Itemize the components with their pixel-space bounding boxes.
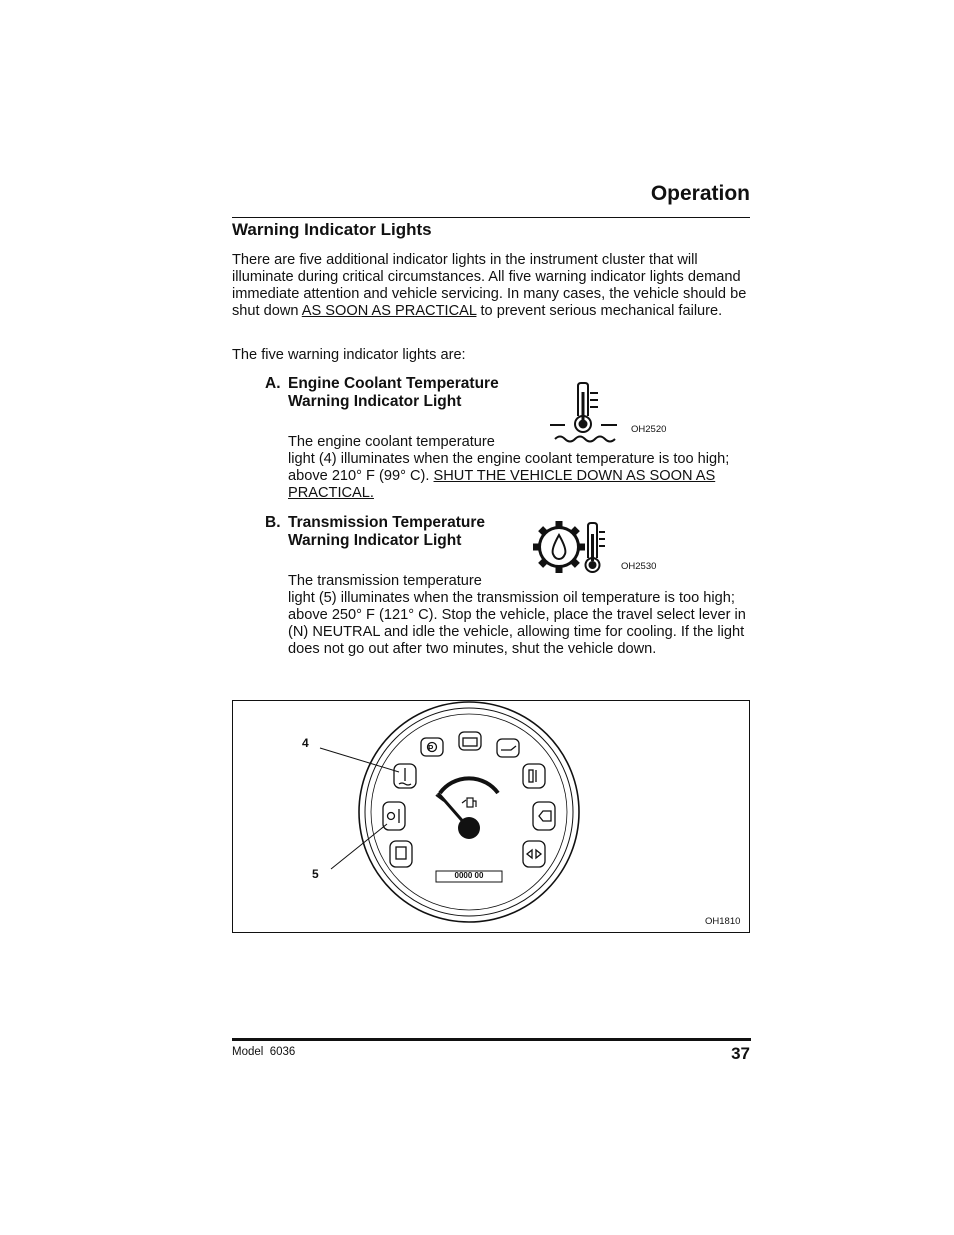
intro-list-lead: The five warning indicator lights are: — [232, 347, 466, 363]
item-a-title — [265, 375, 499, 411]
transmission-temperature-icon — [533, 520, 613, 578]
figure-code-oh2520: OH2520 — [631, 424, 667, 435]
hourmeter-readout: 0000 00 — [454, 871, 484, 880]
item-a-letter: A. — [265, 375, 281, 392]
intro-paragraph — [232, 252, 752, 320]
item-a-body — [288, 434, 750, 502]
item-a-title-line2: Warning Indicator Light — [288, 393, 462, 410]
figure-code-oh2530: OH2530 — [621, 561, 657, 572]
callout-4: 4 — [302, 736, 309, 750]
page-number: 37 — [731, 1044, 750, 1063]
item-a-body-line1: The engine coolant temperature — [288, 434, 495, 450]
page-heading: Warning Indicator Lights — [232, 220, 432, 239]
park-brake-icon-letter: P — [428, 744, 434, 753]
instrument-cluster-drawing — [233, 701, 749, 932]
item-b-body — [288, 573, 750, 658]
item-a-body-rest: light (4) illuminates when the engine coolant temperature is too high; above 210° F (99° C). — [288, 451, 730, 484]
item-a-body-underlined: SHUT THE VEHICLE DOWN AS SOON AS PRACTICAL. — [288, 468, 716, 501]
callout-5: 5 — [312, 867, 319, 881]
item-a-title-line1: Engine Coolant Temperature — [288, 375, 499, 392]
intro-text-b: to prevent serious mechanical failure. — [476, 303, 723, 319]
footer-rule — [232, 1038, 751, 1041]
item-b-body-rest: light (5) illuminates when the transmission oil temperature is too high; above 250° F (121° C). Stop the vehicle, place the travel select lever in (N) NEUTRAL and idle the vehicle, allowing time for cooling. If the light does not go out after two minutes, shut the vehicle down. — [288, 590, 746, 657]
header-rule — [232, 217, 750, 218]
item-b-title-line1: Transmission Temperature — [288, 514, 485, 531]
item-b-body-line1: The transmission temperature — [288, 573, 482, 589]
intro-text-a: There are five additional indicator lights in the instrument cluster that will illuminate during critical circumstances. All five warning indicator lights demand immediate attention and vehicle servicing. In many cases, the vehicle should be shut down — [232, 252, 747, 319]
footer-model: Model 6036 — [232, 1046, 296, 1058]
section-title: Operation — [650, 182, 750, 205]
figure-code-oh1810: OH1810 — [705, 916, 741, 927]
intro-underlined: AS SOON AS PRACTICAL — [301, 303, 477, 319]
item-b-title-line2: Warning Indicator Light — [288, 532, 462, 549]
item-b-title — [265, 514, 485, 550]
item-b-letter: B. — [265, 514, 281, 531]
